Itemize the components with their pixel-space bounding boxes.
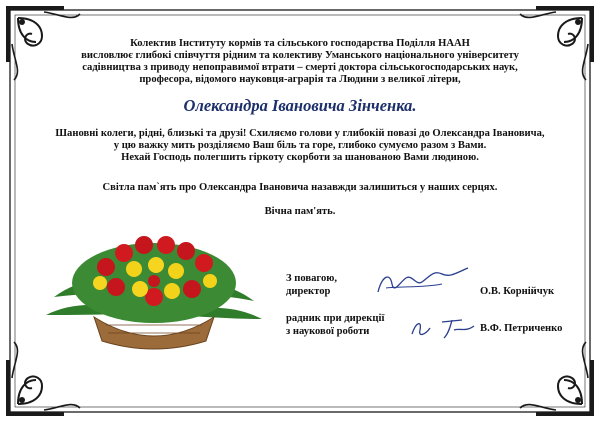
- corner-ornament-top-left: [6, 6, 80, 80]
- intro-line: висловлює глибокі співчуття рідним та колективу Уманського національного університету: [81, 49, 519, 61]
- intro-line: садівництва з приводу непоправимої втрати – смерті доктора сільськогосподарських наук,: [82, 61, 518, 73]
- intro-line: професора, відомого науковця-аграрія та Людини з великої літери,: [139, 73, 461, 85]
- director-role: [286, 272, 337, 298]
- corner-ornament-bottom-right: [520, 342, 594, 416]
- director-autograph: [372, 262, 472, 302]
- corner-ornament-bottom-left: [6, 342, 80, 416]
- advisor-name: В.Ф. Петриченко: [480, 323, 563, 334]
- advisor-autograph: [408, 312, 480, 342]
- condolence-paragraph: [30, 128, 570, 164]
- memory-line: Світла пам`ять про Олександра Івановича назавжди залишиться у наших серцях.: [102, 182, 498, 193]
- deceased-name: Олександра Івановича Зінченка.: [183, 96, 417, 115]
- intro-paragraph: [70, 38, 530, 85]
- condolence-line: у цю важку мить розділяємо Ваш біль та горе, глибоко сумуємо разом з Вами.: [113, 139, 487, 151]
- condolence-line: Нехай Господь полегшить гіркоту скорботи за шанованою Вами людиною.: [121, 151, 479, 163]
- director-name: О.В. Корнійчук: [480, 286, 555, 297]
- advisor-role: [286, 312, 384, 338]
- director-role-line: З повагою,: [286, 273, 337, 284]
- condolence-line: Шановні колеги, рідні, близькі та друзі! Схиляємо голови у глибокій повазі до Олександра Івановича,: [55, 128, 545, 139]
- director-role-line: директор: [286, 286, 331, 298]
- advisor-role-line: радник при дирекції: [286, 313, 385, 324]
- advisor-role-line: з наукової роботи: [286, 326, 370, 338]
- eternal-memory: Вічна пам'ять.: [264, 206, 336, 217]
- corner-ornament-top-right: [520, 6, 594, 80]
- intro-line: Колектив Інституту кормів та сільського господарства Поділля НААН: [130, 38, 470, 49]
- flower-basket-image: [44, 205, 264, 353]
